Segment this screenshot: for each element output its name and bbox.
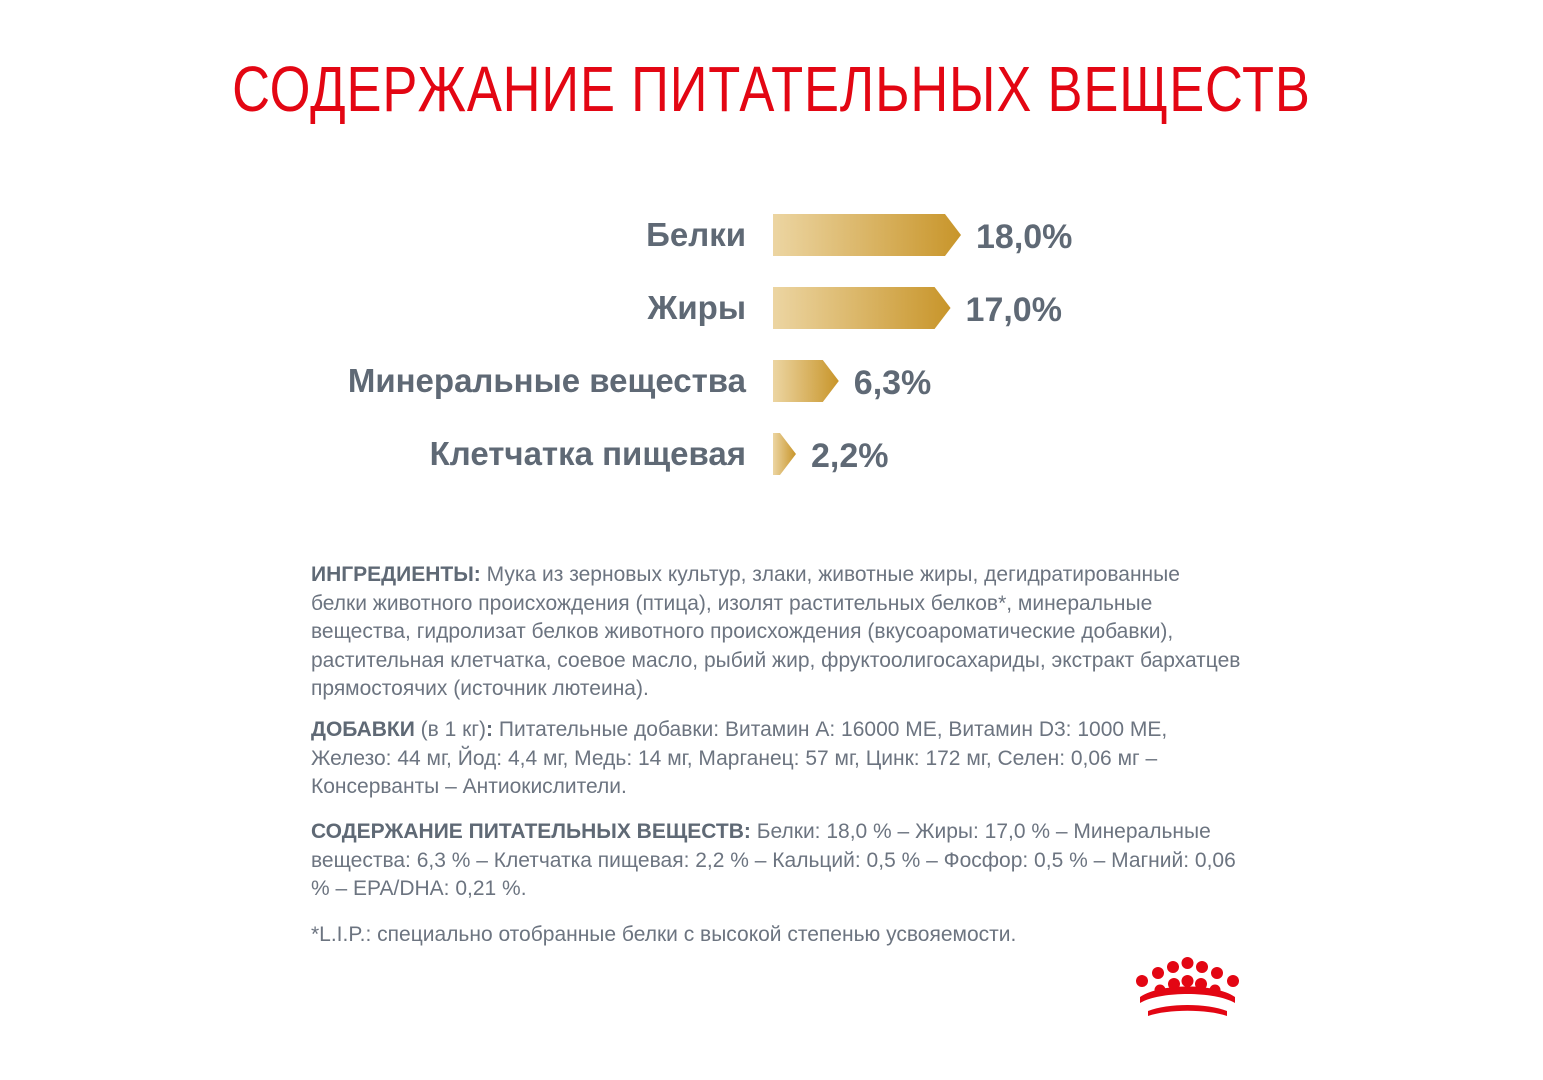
category-label: Белки bbox=[646, 216, 746, 253]
ingredients-paragraph bbox=[311, 561, 1241, 704]
category-label: Минеральные вещества bbox=[347, 362, 746, 399]
category-label: Клетчатка пищевая bbox=[429, 435, 746, 472]
bar bbox=[773, 433, 796, 475]
footnote: *L.I.P.: специально отобранные белки с высокой степенью усвояемости. bbox=[311, 923, 1017, 946]
additives-note: (в 1 кг) bbox=[414, 718, 487, 741]
additives-paragraph bbox=[311, 716, 1241, 802]
additives-text: Питательные добавки: Витамин А: 16000 МЕ, Витамин D3: 1000 МЕ, Железо: 44 мг, Йод: 4,4 мг, Медь: 14 мг, Марганец: 57 мг, Цинк: 172 мг, Селен: 0,06 мг – Консерванты – Антиокислители. bbox=[311, 718, 1168, 798]
ingredients-label: ИНГРЕДИЕНТЫ: bbox=[311, 563, 481, 586]
nutrients-text: Белки: 18,0 % – Жиры: 17,0 % – Минеральные вещества: 6,3 % – Клетчатка пищевая: 2,2 % – Кальций: 0,5 % – Фосфор: 0,5 % – Магний: 0,06 % – EPA/DHA: 0,21 %. bbox=[311, 820, 1236, 900]
page-title: СОДЕРЖАНИЕ ПИТАТЕЛЬНЫХ ВЕЩЕСТВ bbox=[232, 53, 1311, 125]
value-label: 2,2% bbox=[810, 437, 889, 475]
bar bbox=[773, 287, 951, 329]
value-label: 17,0% bbox=[965, 291, 1062, 329]
ingredients-text: Мука из зерновых культур, злаки, животные жиры, дегидратированные белки животного происхождения (птица), изолят растительных белков*, минеральные вещества, гидролизат белков животного происхождения (вкусоароматические добавки), растительная клетчатка, соевое масло, рыбий жир, фруктоолигосахариды, экстракт бархатцев прямостоячих (источник лютеина). bbox=[311, 563, 1241, 700]
bar bbox=[773, 360, 839, 402]
additives-label: ДОБАВКИ bbox=[311, 718, 415, 741]
nutrients-paragraph bbox=[311, 818, 1241, 904]
nutrients-label: СОДЕРЖАНИЕ ПИТАТЕЛЬНЫХ ВЕЩЕСТВ: bbox=[311, 820, 751, 843]
value-label: 18,0% bbox=[976, 218, 1073, 256]
additives-colon: : bbox=[486, 718, 494, 741]
category-label: Жиры bbox=[647, 289, 746, 326]
crown-logo-icon bbox=[1130, 955, 1245, 1025]
nutrient-bar-chart bbox=[0, 190, 1543, 510]
bar bbox=[773, 214, 961, 256]
value-label: 6,3% bbox=[853, 364, 932, 402]
